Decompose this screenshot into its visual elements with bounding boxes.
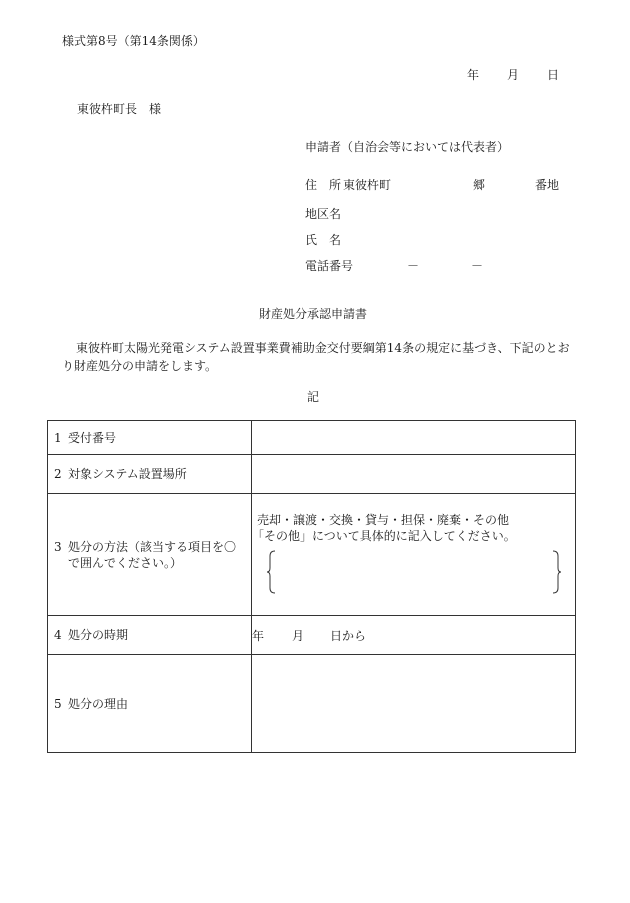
date-year-label: 年 <box>467 68 480 82</box>
date-day-label: 日 <box>547 68 560 82</box>
period-month-label: 月 <box>292 628 305 643</box>
row-label <box>48 421 252 455</box>
row-label-text: 処分の時期 <box>68 628 129 642</box>
ki-heading: 記 <box>307 390 320 404</box>
district-label: 地区名 <box>305 207 342 221</box>
form-number: 様式第8号（第14条関係） <box>62 34 205 48</box>
row-number: 5 <box>54 696 62 711</box>
document-title: 財産処分承認申請書 <box>259 307 368 321</box>
installation-location-field[interactable] <box>252 455 576 494</box>
applicant-title: 申請者（自治会等においては代表者） <box>305 140 510 154</box>
row-label <box>48 616 252 655</box>
disposal-reason-field[interactable] <box>252 655 576 753</box>
address-row <box>305 178 559 192</box>
request-table <box>47 420 576 753</box>
table-row <box>48 616 576 655</box>
table-row <box>48 655 576 753</box>
row-number: 3 <box>54 539 62 554</box>
row-label <box>48 494 252 616</box>
right-brace-icon <box>552 550 562 594</box>
phone-row <box>305 259 483 273</box>
table-row <box>48 455 576 494</box>
method-note: 「その他」について具体的に記入してください。 <box>252 528 516 543</box>
row-label-text: 受付番号 <box>68 430 117 445</box>
disposal-method-field[interactable] <box>252 494 576 616</box>
date-line <box>467 68 559 82</box>
phone-label: 電話番号 <box>305 259 354 273</box>
period-year-label: 年 <box>252 628 265 643</box>
address-go: 郷 <box>473 178 486 192</box>
address-label: 住 所 <box>305 178 342 192</box>
row-label <box>48 455 252 494</box>
period-from-label: 日から <box>330 628 367 643</box>
receipt-number-field[interactable] <box>252 421 576 455</box>
left-brace-icon <box>266 550 276 594</box>
addressee: 東彼杵町長 様 <box>77 102 162 116</box>
row-label-text: 対象システム設置場所 <box>68 467 187 481</box>
row-label <box>48 655 252 753</box>
row-number: 2 <box>54 467 62 481</box>
method-options[interactable]: 売却・譲渡・交換・貸与・担保・廃棄・その他 <box>257 512 510 527</box>
name-label: 氏 名 <box>305 233 342 247</box>
disposal-period-field[interactable] <box>252 616 576 655</box>
row-number: 1 <box>54 430 62 445</box>
table-row <box>48 421 576 455</box>
date-month-label: 月 <box>507 68 520 82</box>
document-body: 東彼杵町太陽光発電システム設置事業費補助金交付要綱第14条の規定に基づき、下記のとおり財産処分の申請をします。 <box>62 341 570 373</box>
row-label-text: 処分の方法（該当する項目を〇で囲んでください。） <box>68 539 237 570</box>
address-banchi: 番地 <box>535 178 560 192</box>
phone-separator: － <box>407 259 420 273</box>
table-row <box>48 494 576 616</box>
address-town: 東彼杵町 <box>343 178 392 192</box>
phone-separator: － <box>471 259 484 273</box>
row-label-text: 処分の理由 <box>68 696 129 711</box>
row-number: 4 <box>54 628 62 642</box>
